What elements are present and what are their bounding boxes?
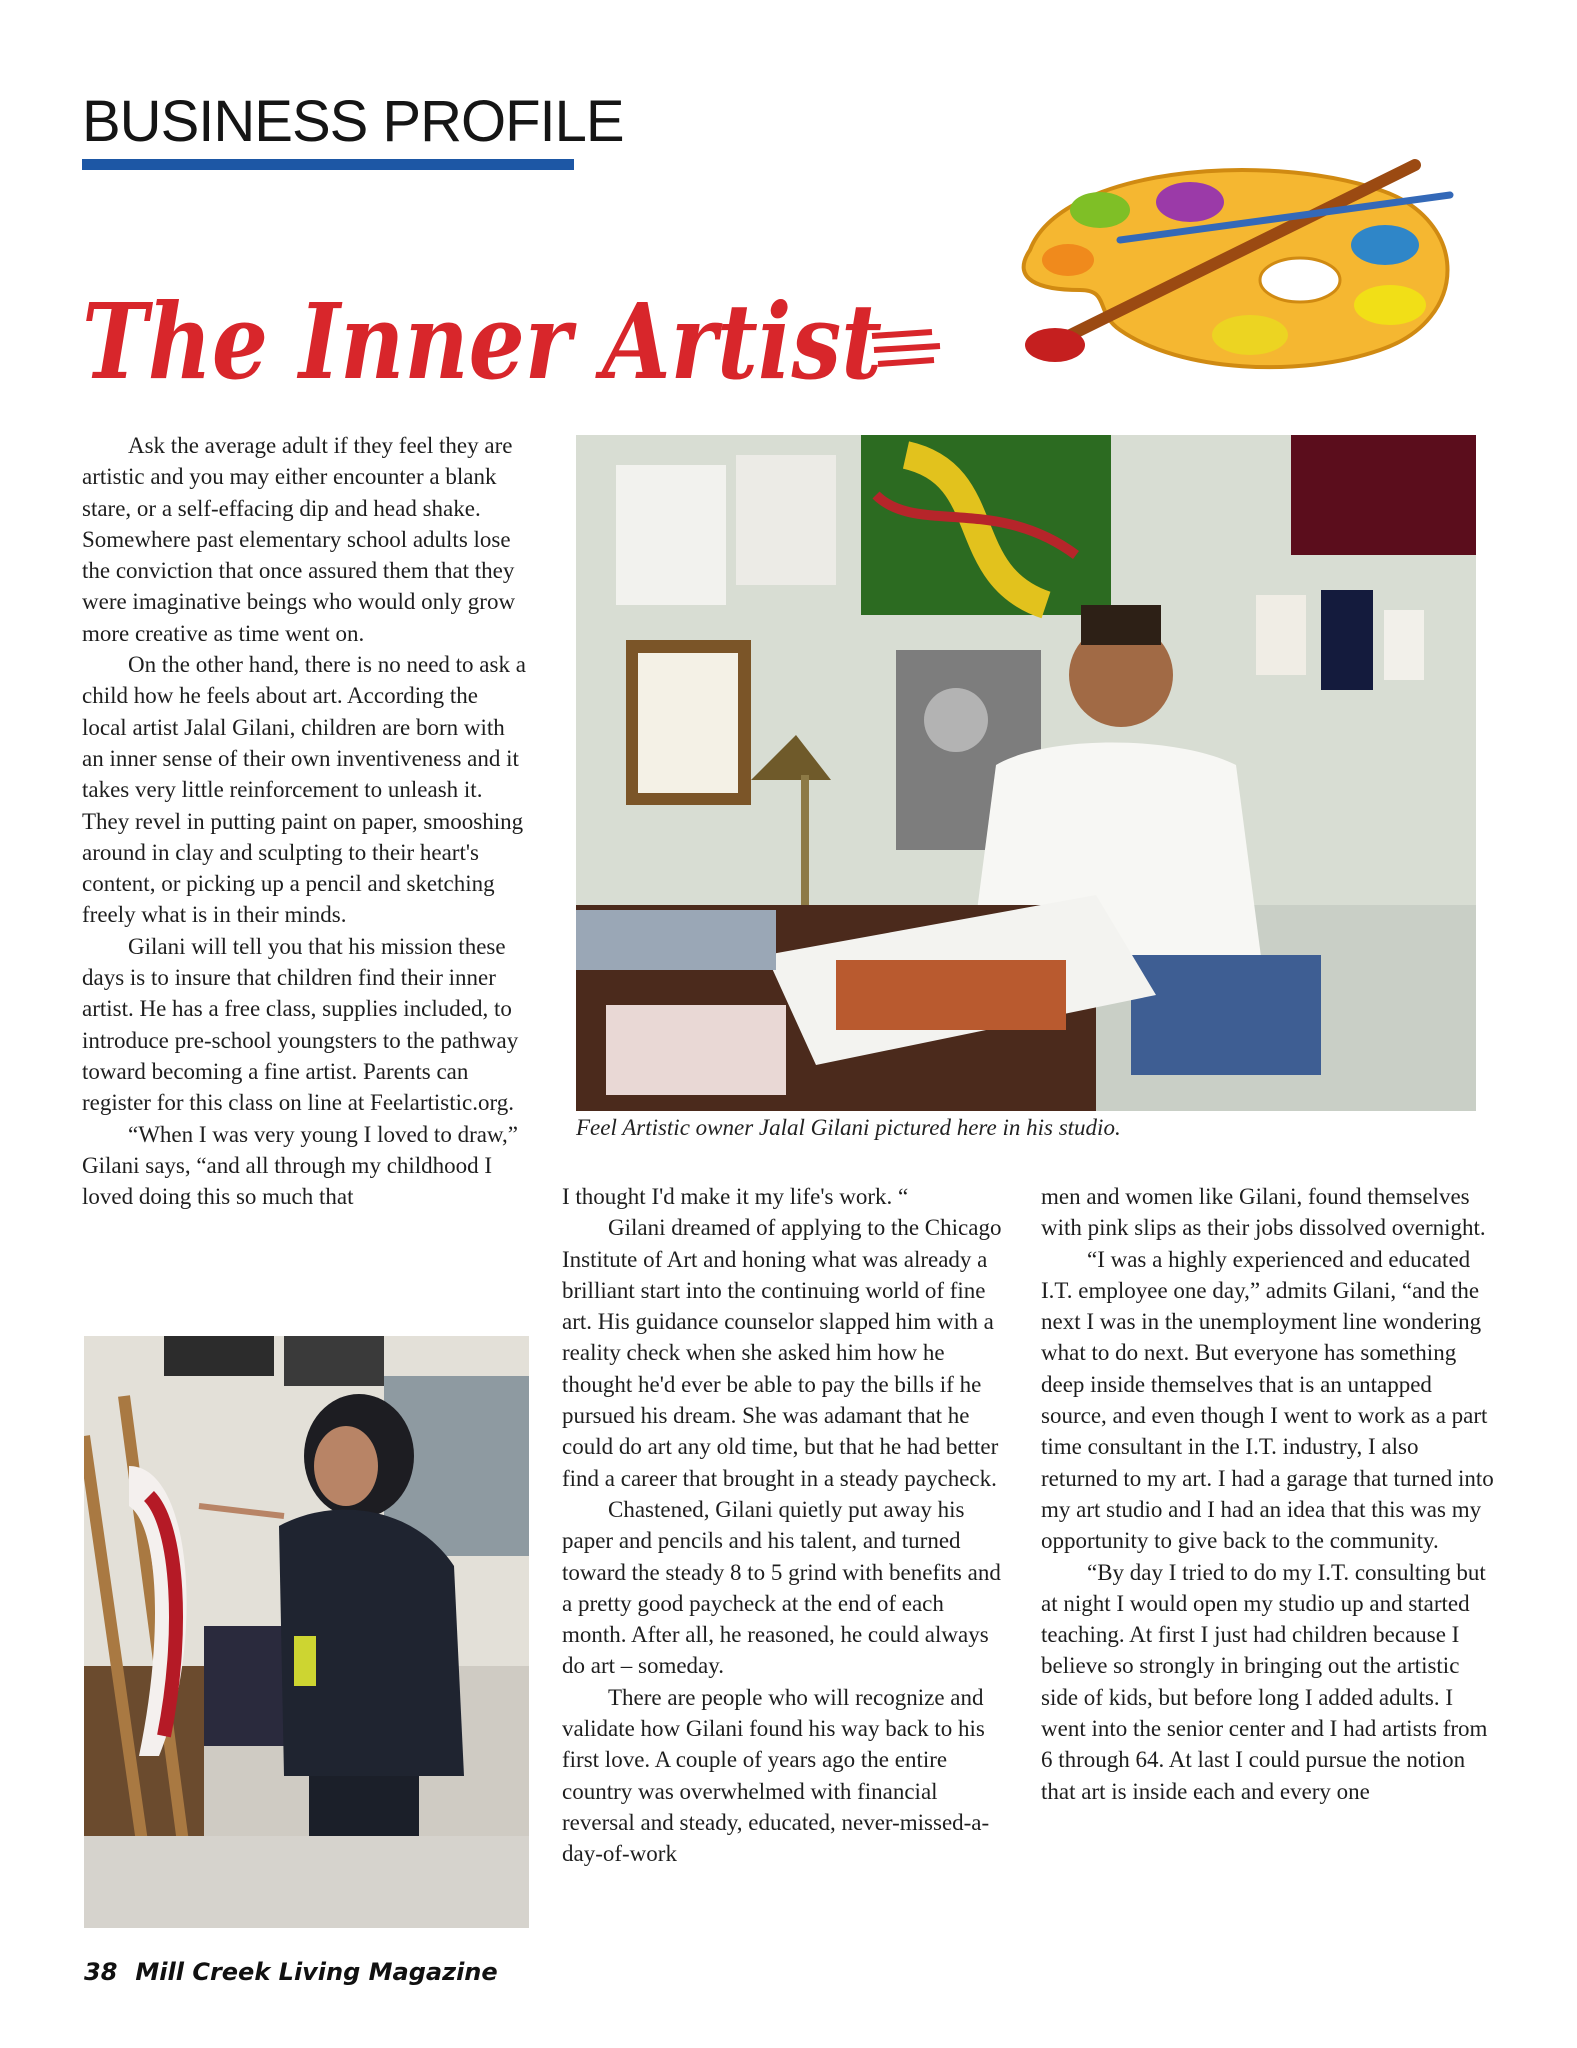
section-label: BUSINESS PROFILE <box>82 89 624 154</box>
photo-caption: Feel Artistic owner Jalal Gilani pictured here in his studio. <box>576 1115 1121 1140</box>
paragraph: Chastened, Gilani quietly put away his paper and pencils and his talent, and turned toward the steady 8 to 5 grind with benefits and a pretty good paycheck at the end of each month. After all, he reasoned, he could always do art – someday. <box>562 1496 1001 1679</box>
paragraph: On the other hand, there is no need to ask a child how he feels about art. According the local artist Jalal Gilani, children are born with an inner sense of their own inventiveness and it takes very little reinforcement to unleash it. They revel in putting paint on paper, smooshing around in clay and sculpting to their heart's content, or picking up a pencil and sketching freely what is in their minds. <box>82 652 526 928</box>
paragraph: Gilani dreamed of applying to the Chicago Institute of Art and honing what was already a brilliant start into the continuing world of fine art. His guidance counselor slapped him with a reality check when she asked him how he thought he'd ever be able to pay the bills if he pursued his dream. She was adamant that he could do art any old time, but that he had better find a career that brought in a steady paycheck. <box>562 1215 1002 1491</box>
paragraph: “When I was very young I loved to draw,” Gilani says, “and all through my childhood I loved doing this so much that <box>82 1121 519 1210</box>
article-column-2 <box>562 1181 1008 1870</box>
palette-icon <box>1000 150 1480 380</box>
paragraph-continued: men and women like Gilani, found themselves with pink slips as their jobs dissolved overnight. <box>1041 1184 1486 1241</box>
headline-text: The Inner Artist <box>82 280 882 403</box>
article-column-1 <box>82 430 528 1212</box>
paragraph: There are people who will recognize and validate how Gilani found his way back to his first love. A couple of years ago the entire country was overwhelmed with financial reversal and steady, educated, never-missed-a-day-of-work <box>562 1684 990 1867</box>
article-column-3 <box>1041 1181 1494 1807</box>
paragraph: “I was a highly experienced and educated I.T. employee one day,” admits Gilani, “and the next I was in the unemployment line wondering what to do next. But everyone has something deep inside themselves that is an untapped source, and even though I went to work as a part time consultant in the I.T. industry, I also returned to my art. I had a garage that turned into my art studio and I had an idea that this was my opportunity to give back to the community. <box>1041 1246 1494 1554</box>
child-photo <box>84 1336 529 1928</box>
main-photo <box>576 435 1476 1111</box>
publication-name: Mill Creek Living Magazine <box>135 1958 498 1986</box>
page-footer <box>84 1958 498 1986</box>
headline <box>82 270 962 410</box>
page-number: 38 <box>84 1958 118 1986</box>
paragraph: Ask the average adult if they feel they are artistic and you may either encounter a blank stare, or a self-effacing dip and head shake. Somewhere past elementary school adults lose the conviction that once assured them that they were imaginative beings who would only grow more creative as time went on. <box>82 433 516 646</box>
paragraph: Gilani will tell you that his mission these days is to insure that children find their inner artist. He has a free class, supplies included, to introduce pre-school youngsters to the pathway toward becoming a fine artist. Parents can register for this class on line at Feelartistic.org. <box>82 933 519 1116</box>
paragraph-continued: I thought I'd make it my life's work. “ <box>562 1184 909 1209</box>
section-rule <box>82 159 574 170</box>
paragraph: “By day I tried to do my I.T. consulting but at night I would open my studio up and started teaching. At first I just had children because I believe so strongly in bringing out the artistic side of kids, but before long I added adults. I went into the senior center and I had artists from 6 through 64. At last I could pursue the notion that art is inside each and every one <box>1041 1559 1488 1804</box>
headline-flourish <box>872 332 940 364</box>
